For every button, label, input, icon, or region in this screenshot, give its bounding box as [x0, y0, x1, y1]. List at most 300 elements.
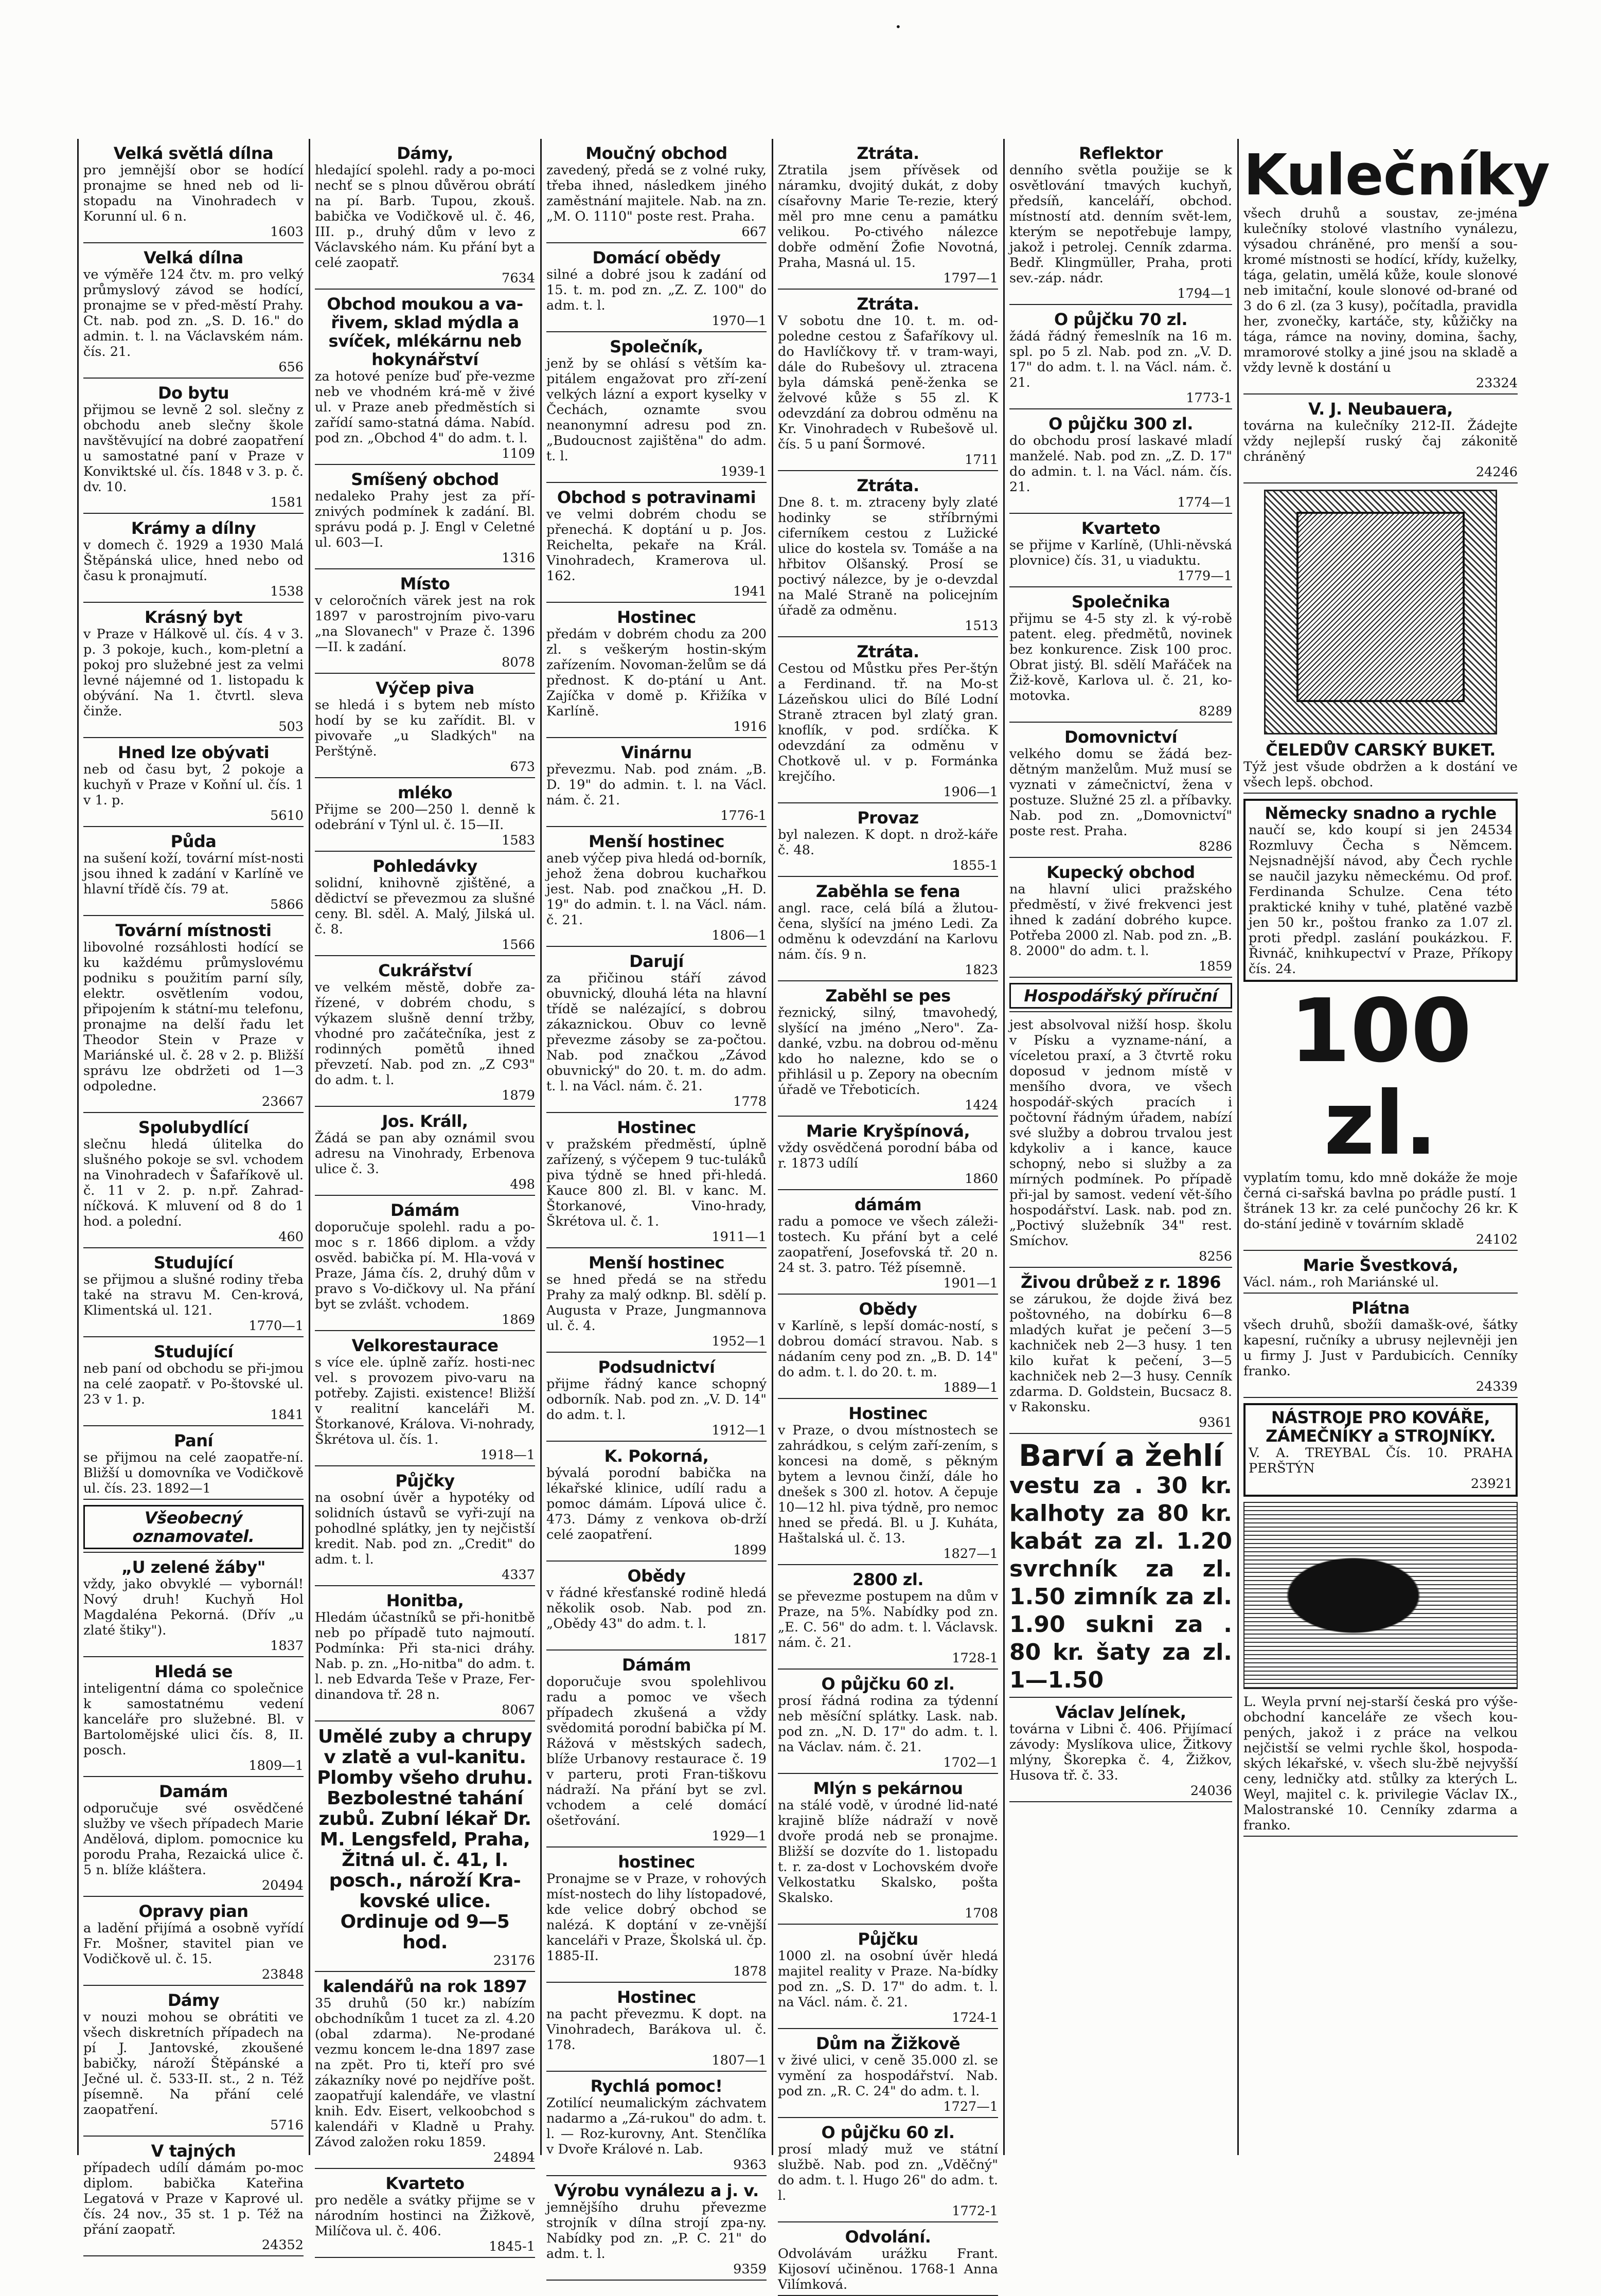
ad-code: 1794—1 — [1177, 286, 1232, 301]
classified-ad — [546, 1253, 767, 1353]
classified-ad — [83, 608, 304, 738]
ad-title: Všeobecný oznamovatel. — [83, 1505, 304, 1549]
ad-title: 2800 zl. — [852, 1570, 923, 1589]
ad-title: Mlýn s pekárnou — [813, 1779, 963, 1798]
ad-code: 1878 — [733, 1964, 767, 1979]
ad-title: Ztráta. — [857, 144, 919, 163]
ad-title: Obchod s potravinami — [557, 488, 756, 507]
classified-ad — [315, 1727, 535, 1972]
ad-title: Výčep piva — [376, 678, 474, 698]
ad-title: Studující — [153, 1342, 234, 1361]
ad-body: ve velkém městě, dobře za-řízené, v dobrém chodu, s výkazem slušně denní tržby, vhodné pro začátečníka, jest z rodinných pomětů ihned převzetí. Nab. pod zn. „Z C93" do adm. t. l. — [315, 980, 535, 1088]
classified-ad — [315, 1201, 535, 1331]
tea-tin-illustration — [1264, 490, 1497, 734]
classified-ad — [83, 1431, 304, 1500]
classified-ad — [546, 1567, 767, 1651]
ad-body: zavedený, předá se z volné ruky, třeba ihned, následkem jiného zaměstnání majitele. Nab. na zn. „M. O. 1110" poste rest. Praha. — [546, 163, 767, 224]
classified-ad — [315, 1977, 535, 2169]
tea-tin-inner — [1296, 512, 1465, 702]
ad-body: s více ele. úplně zaříz. hosti-nec vel. s provozem pivo-varu na potřeby. Zajisti. existence! Bližší v realitní kanceláři M. Štorkanové, Králova. Vi-nohrady, Škrétova ul. čís. 1. — [315, 1355, 535, 1447]
ad-title: mléko — [398, 783, 452, 802]
classified-ad — [83, 743, 304, 827]
ad-body: se přijmou na celé zaopatře-ní. Bližší u domovníka ve Vodičkově ul. čís. 23. 1892—1 — [83, 1450, 304, 1496]
column-rule — [540, 139, 542, 2155]
ad-title: Rychlá pomoc! — [590, 2076, 723, 2096]
ad-body: do obchodu prosí laskavé mladí manželé. Nab. pod zn. „Z. D. 17" do admin. t. l. na Václ. nám. čís. 21. — [1009, 433, 1232, 495]
classified-ad — [1243, 142, 1550, 394]
ad-code: 1316 — [502, 550, 535, 566]
ad-column-3 — [546, 144, 767, 2277]
ad-title: dámám — [854, 1195, 922, 1214]
ad-title: Velká dílna — [144, 248, 243, 267]
ad-code: 1827—1 — [943, 1546, 998, 1562]
ad-code: 1566 — [502, 937, 535, 953]
classified-ad — [1009, 728, 1232, 858]
ad-code: 1869 — [502, 1312, 535, 1328]
ad-code: 5866 — [270, 897, 304, 912]
ad-body: libovolné rozsáhlosti hodící se ku každému průmyslovému podniku s použitím parní síly, elektr. osvětlením vodou, připojením k státní-mu telefonu, pronajme na delší řadu let Theodor Stein v Praze v Mariánské ul. č. 28 v 2. p. Bližší správu lze obdržeti od 1—3 odpoledne. — [83, 940, 304, 1094]
ad-code: 24102 — [1475, 1232, 1518, 1247]
classified-ad — [83, 144, 304, 243]
ad-code: 1806—1 — [711, 928, 767, 943]
ad-code: 1702—1 — [943, 1755, 998, 1770]
ad-code: 1911—1 — [711, 1229, 767, 1245]
ad-code: 24036 — [1190, 1783, 1232, 1799]
ad-body: v Praze v Hálkově ul. čís. 4 v 3. p. 3 pokoje, kuch., kom-pletní a pokoj pro služebné jest za velmi levné nájemné od 1. listopadu k obývání. Na 1. čtvrtl. sleva činže. — [83, 626, 304, 719]
ad-code: 5716 — [270, 2118, 304, 2133]
ad-body: slečnu hledá úlitelka do slušného pokoje se svl. vchodem na Vinohradech v Šafaříkově ul. č. 11 v 2. p. n.př. Zahrad-níčková. K mluvení od 8 do 1 hod. a polední. — [83, 1137, 304, 1229]
ad-code: 1773-1 — [1186, 390, 1232, 406]
ad-title: Cukrářství — [378, 961, 472, 980]
ad-code: 1879 — [502, 1088, 535, 1103]
ad-title: Dámy, — [397, 144, 453, 163]
ad-title: Smíšený obchod — [351, 470, 499, 489]
ad-code: 1581 — [270, 495, 304, 510]
classified-ad — [546, 743, 767, 827]
ad-title: Obědy — [627, 1566, 686, 1586]
classified-ad — [546, 248, 767, 332]
ad-title: Studující — [153, 1253, 234, 1272]
classified-ad — [1009, 1439, 1232, 1698]
ad-code: 1603 — [270, 224, 304, 240]
ad-body: v domech č. 1929 a 1930 Malá Štěpánská ulice, hned nebo od času k pronajmutí. — [83, 537, 304, 584]
classified-ad — [778, 642, 998, 803]
ad-code: 503 — [278, 719, 304, 734]
ad-body: přijmou se levně 2 sol. slečny z obchodu aneb slečny škole navštěvující na dobré zaopatření u samostatné paní v Praze v Konviktské ul. čís. 1848 v 3. p. č. dv. 10. — [83, 402, 304, 495]
ad-body: Odvolávám urážku Frant. Kijosoví učiněnou. 1768-1 Anna Vilímková. — [778, 2246, 998, 2292]
ad-title: Živou drůbež z r. 1896 — [1020, 1272, 1221, 1292]
classified-ad — [83, 384, 304, 514]
ad-body: na stálé vodě, v úrodné lid-naté krajině blíže nádraží v nově dvoře prodá neb se pronajme. Bližší se dozvíte do 1. listopadu t. r. za-dost v Lochovském dvoře Velkostatku Skalsko, pošta Skalsko. — [778, 1798, 998, 1906]
ad-title: Menší hostinec — [588, 832, 724, 851]
classified-ad — [778, 2123, 998, 2222]
ad-body: L. Weyla první nej-starší česká pro výše-obchodní kanceláře ze všech kou-pených, jakož i z práce na velkou nejčistší se velmi rychle škol, hospoda-ských lékařské, v. všech slu-žbě nejvyšší ceny, ledničky atd. stůlky za kterých L. Weyl, majitel c. k. privilegie Václav IX., Malostranské 10. Cenníky zdarma a franko. — [1243, 1694, 1518, 1833]
ad-title: Spolubydlící — [138, 1118, 249, 1137]
classified-ad — [83, 1253, 304, 1337]
classified-ad — [315, 144, 535, 290]
ad-code: 1837 — [270, 1638, 304, 1654]
ad-body: všech druhů, sbožíi damašk-ové, šátky kapesní, ručníky a ubrusy nejlevněji jen u firmy J. Just v Pardubicích. Cenníky franko. — [1243, 1317, 1518, 1379]
ad-title: Umělé zuby a chrupy v zlatě a vul-kanitu. Plomby všeho druhu. Bezbolestné tahání zubů. Zubní lékař Dr. M. Lengsfeld, Praha, Žitná ul. č. 41, I. posch., nároží Kra-kovské ulice. Ordinuje od 9—5 hod. — [317, 1726, 533, 1953]
ad-body: velkého domu se žádá bez-dětným manželům. Muž musí se vyznati v zámečnictví, žena v postuze. Služné 25 zl. a příbavky. Nab. pod zn. „Domovnictví" poste rest. Praha. — [1009, 746, 1232, 839]
classified-ad — [778, 1300, 998, 1399]
ad-title: Krásný byt — [144, 607, 243, 627]
ad-title: hostinec — [618, 1852, 695, 1872]
ad-code: 1916 — [733, 719, 767, 734]
ad-code: 1724-1 — [952, 2010, 998, 2025]
ad-body: se přijmou a slušné rodiny třeba také na stravu M. Cen-krová, Klimentská ul. 121. — [83, 1272, 304, 1318]
ad-code: 1797—1 — [943, 271, 998, 286]
ad-body: žádá řádný řemeslník na 16 m. spl. po 5 zl. Nab. pod zn. „V. D. 17" do adm. t. l. na Václ. nám. č. 21. — [1009, 329, 1232, 390]
ad-code: 1770—1 — [248, 1318, 304, 1334]
ad-code: 1906—1 — [943, 784, 998, 800]
classified-ad — [1009, 983, 1232, 1012]
ad-column-6 — [1243, 142, 1550, 2155]
ad-body: Zotilící neumalickým záchvatem nadarmo a „Zá-rukou" do adm. t. l. — Roz-kurovny, Ant. Stenčlíka v Dvoře Králové n. Lab. — [546, 2095, 767, 2157]
ad-body: Václ. nám., roh Mariánské ul. — [1243, 1275, 1439, 1290]
ad-code: 1845-1 — [489, 2239, 535, 2254]
classified-ad — [1009, 415, 1232, 514]
ad-body: V sobotu dne 10. t. m. od-poledne cestou z Šafaříkovy ul. do Havlíčkovy tř. v tram-wayi, dále do Rubešovy ul. ztracena byla dámská peně-ženka se želvové kůže s 55 zl. K odevzdání za dobrou odměnu na Kr. Vinohradech v Rubešově ul. čís. 5 u paní Šormové. — [778, 313, 998, 452]
ad-code: 8067 — [502, 1702, 535, 1718]
classified-ad — [315, 1591, 535, 1721]
page-mark: • — [895, 21, 901, 33]
ad-code: 673 — [510, 759, 535, 775]
ad-code: 667 — [741, 224, 767, 240]
ad-code: 8256 — [1199, 1249, 1232, 1264]
ad-body: se hledá i s bytem neb místo hodí by se ku zařídit. Bl. v pivovaře „u Sladkých" na Perštýně. — [315, 697, 535, 759]
ad-body: prosí mladý muž ve státní službě. Nab. pod zn. „Vděčný" do adm. t. l. Hugo 26" do adm. t. l. — [778, 2142, 998, 2203]
ad-body: pro jemnější obor se hodící pronajme se hned neb od li-stopadu na Vinohradech v Korunní ul. 6 n. — [83, 163, 304, 224]
ad-body: továrna v Libni č. 406. Přijímací závody: Myslíkova ulice, Žitkovy mlýny, Škorepka č. 4, Žižkov, Husova tř. č. 33. — [1009, 1721, 1232, 1783]
ad-code: 1899 — [733, 1542, 767, 1558]
ad-body: Hledám účastníků se při-honitbě neb po případě tuto najmoutí. Podmínka: Při sta-nici dráhy. Nab. p. zn. „Ho-nitba" do adm. t. l. neb Edvarda Teše v Praze, Fer-dinandova tř. 28 n. — [315, 1610, 535, 1702]
ad-body: na hlavní ulici pražského předměstí, v živé frekvenci jest ihned k zadání dobrého kupce. Potřeba 2000 zl. Nab. pod zn. „B. 8. 2000" do adm. t. l. — [1009, 882, 1232, 959]
ad-title: Hledá se — [154, 1662, 233, 1681]
ad-body: jemnějšího druhu převezme strojník v dílna strojí zpa-ny. Nabídky pod zn. „P. C. 21" do adm. t. l. — [546, 2200, 767, 2262]
ad-title: Marie Kryšpínová, — [806, 1121, 970, 1141]
ad-code: 1889—1 — [943, 1380, 998, 1395]
classified-ad — [778, 2228, 998, 2296]
ad-body: Žádá se pan aby oznámil svou adresu na Vinohrady, Erbenova ulice č. 3. — [315, 1131, 535, 1177]
ad-column-5 — [1009, 144, 1232, 2155]
ad-code: 24246 — [1475, 464, 1518, 480]
ad-title: Honitba, — [386, 1591, 464, 1610]
ad-body: vždy, jako obvyklé — vybornál! Nový druh! Kuchyň Hol Magdaléna Pekorná. (Dřív „u zlaté štiky"). — [83, 1576, 304, 1638]
ad-title: Hostinec — [617, 607, 696, 627]
ad-body: neb od času byt, 2 pokoje a kuchyň v Praze v Koňní ul. čís. 1 v 1. p. — [83, 762, 304, 808]
classified-ad — [83, 248, 304, 379]
ad-body: na sušení koží, tovární míst-nosti jsou ihned k zadání v Karlíně ve hlavní třídě čís. 79 at. — [83, 851, 304, 897]
ad-body: 1000 zl. na osobní úvěr hledá majitel reality v Praze. Na-bídky pod zn. „S. D. 17" do adm. t. l. na Václ. nám. č. 21. — [778, 1948, 998, 2010]
ad-code: 23921 — [1470, 1476, 1513, 1492]
ad-body: na osobní úvěr a hypotéky od solidních ústavů se vyři-zují na pohodlné splátky, jen ty nejčistší kredit. Nab. pod zn. „Credit" do adm. t. l. — [315, 1490, 535, 1567]
classified-ad — [1009, 1017, 1232, 1268]
ad-body: za hotové peníze buď pře-vezme neb ve vhodném krá-mě v živé ul. v Praze aneb předměstích si zařídí samo-statná dáma. Nabíd. pod zn. „Obchod 4" do adm. t. l. — [315, 369, 535, 446]
ad-body: se zárukou, že dojde živá bez poštovného, na dobírku 6—8 mladých kuřat je pečení 3—5 kachniček neb 2—3 husy. 1 ten kilo kuřat k pečení, 3—5 kachniček neb 2—3 husy. Cenník zdarma. D. Goldstein, Bucsacz 8. v Rakonsku. — [1009, 1292, 1232, 1415]
ad-title: V tajných — [151, 2141, 236, 2161]
ad-body: nedaleko Prahy jest za pří-znivých podmínek k zadání. Bl. správu podá p. J. Engl v Celetné ul. 603—I. — [315, 489, 535, 550]
ad-body: se převezme postupem na dům v Praze, na 5%. Nabídky pod zn. „E. C. 56" do adm. t. l. Václavsk. nám. č. 21. — [778, 1589, 998, 1651]
ad-title: Podsudnictví — [598, 1357, 715, 1377]
ad-body: odporučuje své osvědčené služby ve všech případech Marie Andělová, diplom. pomocnice ku porodu Praha, Rezaická ulice č. 5 n. blíže kláštera. — [83, 1801, 304, 1878]
ad-title: Obědy — [859, 1299, 917, 1319]
ad-title: Paní — [174, 1431, 213, 1450]
ad-code: 1109 — [502, 446, 535, 461]
ad-code: 1776-1 — [720, 808, 767, 823]
classified-ad — [1243, 1256, 1518, 1294]
classified-ad — [1243, 1502, 1518, 1837]
classified-ad — [83, 1118, 304, 1248]
classified-ad — [546, 1447, 767, 1562]
ad-title: Marie Švestková, — [1303, 1255, 1458, 1275]
ad-title: Dámám — [622, 1655, 691, 1675]
classified-ad — [546, 1656, 767, 1847]
ad-title: Hostinec — [617, 1987, 696, 2007]
ad-title: Hostinec — [617, 1118, 696, 1137]
classified-ad — [83, 832, 304, 916]
ad-code: 1774—1 — [1177, 495, 1232, 510]
ad-column-2 — [315, 144, 535, 2254]
ad-body: jest absolvoval nižší hosp. školu v Písku a vyzname-nání, a víceletou praxí, a 3 čtvrtě roku doposud v jednom místě v menšího dvora, ve všech hospodář-ských pracích i počtovní řádným úřadem, nabízí své služby a dobrou trvalou jest kdykoliv a i kance, kauce schopný, nebo si služby a za mírných podmínek. Po případě při-jal by samost. vedení vět-šího hospodářství. Lask. nab. pod zn. „Poctivý služebník 34" rest. Smíchov. — [1009, 1017, 1232, 1249]
classified-ad — [83, 921, 304, 1113]
ad-body: přijmu se 4-5 sty zl. k vý-robě patent. eleg. předmětů, novinek bez konkurence. Zisk 100 proc. Obrat jistý. Bl. sdělí Mařáček na Žiž-kově, Karlova ul. č. 21, ko-motovka. — [1009, 611, 1232, 704]
ad-body: silné a dobré jsou k zadání od 15. t. m. pod zn. „Z. Z. 100" do adm. t. l. — [546, 267, 767, 313]
ad-code: 1860 — [965, 1171, 998, 1187]
ad-code: 1901—1 — [943, 1276, 998, 1291]
ad-code: 1912—1 — [711, 1423, 767, 1438]
ad-code: 460 — [278, 1229, 304, 1245]
ad-title: O půjčku 70 zl. — [1054, 310, 1188, 329]
ad-body: pro neděle a svátky přijme se v národním hostinci na Žižkově, Milíčova ul. č. 406. — [315, 2193, 535, 2239]
ad-title: „U zelené žáby" — [121, 1557, 265, 1577]
classified-ad — [778, 2034, 998, 2118]
classified-ad — [1243, 741, 1518, 794]
ad-body: Dne 8. t. m. ztraceny byly zlaté hodinky se stříbrnými ciferníkem cestou z Lužické ulice do kostela sv. Tomáše a na hřbitov Olšanský. Prosí se poctivý nálezce, by je o-devzdal na Malé Straně na policejním úřadě za odměnu. — [778, 495, 998, 618]
ad-body: řeznický, silný, tmavohedý, slyšící na jméno „Nero". Za-danké, vzbu. na dobrou od-měnu kdo ho nalezne, kdo se o přihlásil u p. Zepory na obecním úřadě ve Třeboticích. — [778, 1005, 998, 1098]
ad-code: 20494 — [261, 1878, 304, 1893]
classified-ad — [1009, 144, 1232, 305]
ad-title: Ztráta. — [857, 642, 919, 661]
ad-body: předám v dobrém chodu za 200 zl. s veškerým hostin-ským zařízením. Novoman-želům se dá přednost. K do-ptání u Ant. Zajíčka v domě p. Křižíka v Karlíně. — [546, 626, 767, 719]
classified-ad — [315, 1472, 535, 1586]
ad-body: za přičinou stáří závod obuvnický, dlouhá léta na hlavní třídě se nalézající, s dobrou zákaznickou. Obuv co levně převezme zásoby se za-počtou. Nab. pod značkou „Závod obuvnický" do 20. t. m. do adm. t. l. na Václ. nám. č. 21. — [546, 971, 767, 1094]
classified-ad — [1009, 863, 1232, 978]
classified-ad — [546, 952, 767, 1113]
ad-title: Hospodářský příruční — [1009, 983, 1232, 1009]
ad-body: V. A. TREYBAL Čís. 10. PRAHA PERŠTÝN — [1249, 1445, 1513, 1476]
ad-code: 24339 — [1475, 1379, 1518, 1394]
classified-ad — [778, 1570, 998, 1670]
ad-title: Pohledávky — [372, 856, 477, 876]
ad-title: Menší hostinec — [588, 1253, 724, 1272]
classified-ad — [778, 1404, 998, 1565]
classified-ad — [546, 2181, 767, 2281]
classified-ad — [778, 809, 998, 877]
ad-body: aneb výčep piva hledá od-borník, jehož žena dobrou kuchařkou jest. Nab. pod značkou „H. D. 19" do admin. t. l. na Václ. nám. č. 21. — [546, 851, 767, 928]
ad-code: 1841 — [270, 1407, 304, 1423]
map-illustration — [1243, 1502, 1518, 1689]
ad-code: 1970—1 — [711, 313, 767, 329]
ad-title: Domácí obědy — [592, 248, 721, 267]
ad-title: Hned lze obývati — [117, 743, 270, 762]
ad-code: 1855-1 — [952, 858, 998, 873]
ad-body: na pacht převezmu. K dopt. na Vinohradech, Barákova ul. č. 178. — [546, 2006, 767, 2053]
ad-body: angl. race, celá bílá a žlutou-čena, slyšící na jméno Ledi. Za odměnu k odevzdání na Karlovu nám. čís. 9 n. — [778, 901, 998, 962]
ad-code: 8078 — [502, 655, 535, 670]
classified-ad — [546, 608, 767, 738]
ad-title: Dámy — [167, 1990, 220, 2010]
classified-ad — [1009, 519, 1232, 587]
ad-body: v celoročních värek jest na rok 1897 v parostrojním pivo-varu „na Slovanech" v Praze č. 1396—II. k zadání. — [315, 593, 535, 655]
ad-body: Pronajme se v Praze, v rohových míst-nostech do lihy lístopadové, kde velice dobrý obchod se nalézá. K doptání v ze-vnější kanceláři v Praze, Školská ul. čp. 1885-II. — [546, 1871, 767, 1964]
ad-title: Opravy pian — [138, 1902, 248, 1921]
ad-code: 1807—1 — [711, 2053, 767, 2068]
ad-title: Darují — [629, 952, 684, 971]
classified-ad — [1009, 1703, 1232, 1802]
ad-code: 1772-1 — [952, 2203, 998, 2219]
column-rule — [1003, 139, 1005, 2155]
ad-body: Ztratila jsem přívěsek od náramku, dvojitý dukát, z doby císařovny Marie Te-rezie, který měl pro mne cenu a památku velikou. Po-ctivého nálezce dobře odmění Žofie Novotná, Praha, Masná ul. 15. — [778, 163, 998, 271]
ad-code: 24352 — [261, 2237, 304, 2253]
ad-body: bývalá porodní babička na lékařské klinice, udílí radu a pomoc dámám. Lípová ulice č. 473. Dámy z venkova ob-drží celé zaopatření. — [546, 1465, 767, 1542]
ad-code: 1817 — [733, 1631, 767, 1647]
ad-body: se hned předá se na středu Prahy za malý odknp. Bl. sdělí p. Augusta v Praze, Jungmannova ul. č. 4. — [546, 1272, 767, 1334]
classified-ad — [546, 337, 767, 483]
ad-body: solidní, knihovně zjištěné, a dědictví se převezmou za slušné ceny. Bl. sděl. A. Malý, Jilská ul. č. 8. — [315, 875, 535, 937]
ad-title: Společnika — [1071, 592, 1170, 612]
ad-code: 9363 — [733, 2157, 767, 2173]
ad-body: převezmu. Nab. pod znám. „B. D. 19" do admin. t. l. na Václ. nám. č. 21. — [546, 762, 767, 808]
ad-body: naučí se, kdo koupí si jen 24534 Rozmluvy Čecha s Němcem. Nejsnadnější návod, aby Čech rychle se naučil jazyku německému. Od prof. Ferdinanda Schulze. Cena této praktické knihy v tuhé, platěné vazbě jen 50 kr., poštou franko za 1.07 zl. proti předpl. zaslání poukázkou. F. Řivnáč, knihkupectví v Praze, Příkopy čís. 24. — [1249, 822, 1513, 977]
classified-ad — [546, 832, 767, 947]
classified-ad — [778, 144, 998, 290]
ad-title: Půjčky — [395, 1471, 455, 1491]
ad-code: 24894 — [493, 2150, 535, 2165]
classified-ad — [83, 1342, 304, 1426]
ad-body: a ladění přijímá a osobně vyřídí Fr. Mošner, stavitel pian ve Vodičkově ul. č. 15. — [83, 1921, 304, 1967]
ad-code: 9361 — [1199, 1415, 1232, 1430]
classified-ad — [1009, 310, 1232, 409]
classified-ad — [778, 1779, 998, 1925]
classified-ad — [546, 1358, 767, 1442]
ad-title: O půjčku 60 zl. — [821, 2123, 955, 2142]
ad-column-1 — [83, 144, 304, 2253]
ad-title: Hostinec — [848, 1404, 928, 1423]
classified-ad — [546, 1118, 767, 1248]
ad-body: všech druhů a soustav, ze-jména kulečníky stolové vlastního vynálezu, výsadou chráněné, pro menší a sou-kromé místnosti se hodící, křídy, kuželky, tága, gelatin, umělá kůže, koule slonové neb imitační, koule slonové od-brané od 3 do 6 zl. (za 3 kusy), počítadla, pravidla her, zvonečky, kartáče, sty, kůžičky na tága, rámce na noviny, domina, šachy, mramorové stolky a jiné jsou na skladě a vždy levně k dostání u — [1243, 206, 1518, 375]
classified-ad — [315, 295, 535, 465]
ad-code: 23324 — [1475, 375, 1518, 391]
ad-body: Týž jest všude obdržen a k dostání ve všech lepš. obchod. — [1243, 759, 1518, 790]
ad-code: 1809—1 — [248, 1758, 304, 1773]
ad-title: Vinárnu — [621, 743, 692, 762]
ad-title: Dámám — [390, 1200, 459, 1220]
ad-title: Plátna — [1351, 1298, 1410, 1318]
newspaper-page — [77, 139, 1550, 2292]
ad-body: byl nalezen. K dopt. n drož-káře č. 48. — [778, 827, 998, 858]
ad-code: 8286 — [1199, 839, 1232, 854]
ad-body: vestu za . 30 kr. kalhoty za 80 kr. kabát za zl. 1.20 svrchník za zl. 1.50 zimník za zl. 1.90 sukni za . 80 kr. šaty za zl. 1—1.50 — [1009, 1473, 1232, 1693]
classified-ad — [83, 1558, 304, 1657]
classified-ad — [315, 470, 535, 569]
ad-body: 35 druhů (50 kr.) nabízím obchodníkům 1 tucet za zl. 4.20 (obal zdarma). Ne-prodané vezmu koncem le-dna 1897 zase na zpět. Pro ti, kteří pro své zákazníky nové po nejdříve pošt. zaopatřují kalendáře, ve vlastní knih. Edv. Eisert, velkoobchod s kalendáři v Kladně u Prahy. Závod založen roku 1859. — [315, 1996, 535, 2150]
ad-title: O půjčku 60 zl. — [821, 1674, 955, 1694]
classified-ad — [1009, 593, 1232, 723]
ad-title: Václav Jelínek, — [1055, 1702, 1186, 1722]
ad-body: prosí řádná rodina za týdenní neb měsíční splátky. Lask. nab. pod zn. „N. D. 17" do adm. t. l. na Václav. nám. č. 21. — [778, 1693, 998, 1755]
classified-ad — [1009, 1273, 1232, 1434]
ad-body: denního světla použije se k osvětlování tmavých kuchyň, předsíň, kanceláří, obchod. místností atd. denním svět-lem, kterým se nepotřebuje lampy, jakož i petrolej. Cenník zdarma. Bedř. Klingmüller, Praha, proti sev.-záp. nádr. — [1009, 163, 1232, 286]
classified-ad — [315, 857, 535, 956]
ad-title: Krámy a dílny — [131, 518, 256, 538]
ad-body: přijme řádný kance schopný odborník. Nab. pod zn. „V. D. 14" do adm. t. l. — [546, 1376, 767, 1423]
ad-title: Velká světlá dílna — [113, 144, 274, 163]
classified-ad — [778, 1930, 998, 2029]
ad-code: 7634 — [502, 271, 535, 286]
ad-body: v nouzi mohou se obrátiti ve všech diskretních případech na pí J. Jantovské, zkoušené babičky, nároží Štěpánské a Ječné ul. č. 533-II. st., 2 n. Též písemně. Na přání celé zaopatření. — [83, 2010, 304, 2118]
ad-title: Ztráta. — [857, 476, 919, 495]
ad-title: O půjčku 300 zl. — [1048, 414, 1193, 434]
column-rule — [1237, 139, 1239, 2155]
ad-code: 1779—1 — [1177, 568, 1232, 584]
ad-code: 1513 — [965, 618, 998, 634]
ad-title: Reflektor — [1079, 144, 1163, 163]
ad-title: Zaběhla se fena — [815, 882, 960, 901]
ad-title: Výrobu vynálezu a j. v. — [554, 2181, 759, 2200]
ad-title: Do bytu — [157, 383, 229, 403]
ad-code: 1941 — [733, 584, 767, 599]
column-rule — [309, 139, 310, 2155]
classified-ad — [1243, 799, 1518, 982]
classified-ad — [778, 1675, 998, 1774]
classified-ad — [778, 476, 998, 637]
ad-code: 9359 — [733, 2262, 767, 2277]
ad-code: 1939-1 — [720, 464, 767, 479]
ad-title: ČELEDŮV CARSKÝ BUKET. — [1266, 740, 1496, 760]
ad-code: 1778 — [733, 1094, 767, 1109]
ad-code: 23848 — [261, 1967, 304, 1982]
classified-ad — [315, 2174, 535, 2258]
ad-body: případech udílí dámám po-moc diplom. babička Kateřina Legatová v Praze v Kaprové ul. čís. 24 nov., 35 st. 1 p. Též na přání zaopatř. — [83, 2160, 304, 2237]
classified-ad — [1243, 1403, 1518, 1497]
ad-title: K. Pokorná, — [604, 1446, 709, 1466]
classified-ad — [778, 986, 998, 1117]
classified-ad — [778, 1195, 998, 1295]
ad-title: Ztráta. — [857, 294, 919, 314]
classified-ad — [315, 575, 535, 674]
ad-body: hledající spolehl. rady a po-moci nechť se s plnou důvěrou obrátí na pí. Barb. Tupou, zkouš. babička ve Vodičkově ul. č. 46, III. p., druhý dům v levo z Václavského nám. Ku přání byt a celé zaopatř. — [315, 163, 535, 271]
classified-ad — [546, 1853, 767, 1983]
ad-title: Tovární místnosti — [115, 921, 272, 940]
column-rule — [772, 139, 773, 2155]
ad-body: v řádné křesťanské rodině hledá několik osob. Nab. pod zn. „Obědy 43" do adm. t. l. — [546, 1585, 767, 1631]
classified-ad — [778, 1122, 998, 1190]
ad-title: Půda — [170, 832, 217, 851]
ad-title: Zaběhl se pes — [825, 986, 951, 1006]
ad-title: V. J. Neubauera, — [1308, 399, 1453, 419]
ad-code: 1728-1 — [952, 1651, 998, 1666]
classified-ad — [83, 2142, 304, 2256]
classified-ad — [546, 488, 767, 603]
ad-body: Přijme se 200—250 l. denně k odebrání v Týnl ul. č. 15—II. — [315, 802, 535, 833]
classified-ad — [1243, 980, 1518, 1251]
ad-code: 1727—1 — [943, 2099, 998, 2114]
ad-title: Odvolání. — [845, 2227, 931, 2247]
classified-ad — [546, 2077, 767, 2176]
ad-body: doporučuje svou spolehlivou radu a pomoc ve všech případech zkušená a vždy svědomitá porodní babička pí M. Rážová v městských sadech, blíže Urbanovy restaurace č. 19 v parteru, proti Fran-tiškovu nádraží. Na přání byt se zvl. vchodem a celé domácí ošetřování. — [546, 1674, 767, 1828]
ad-code: 23176 — [493, 1953, 535, 1968]
